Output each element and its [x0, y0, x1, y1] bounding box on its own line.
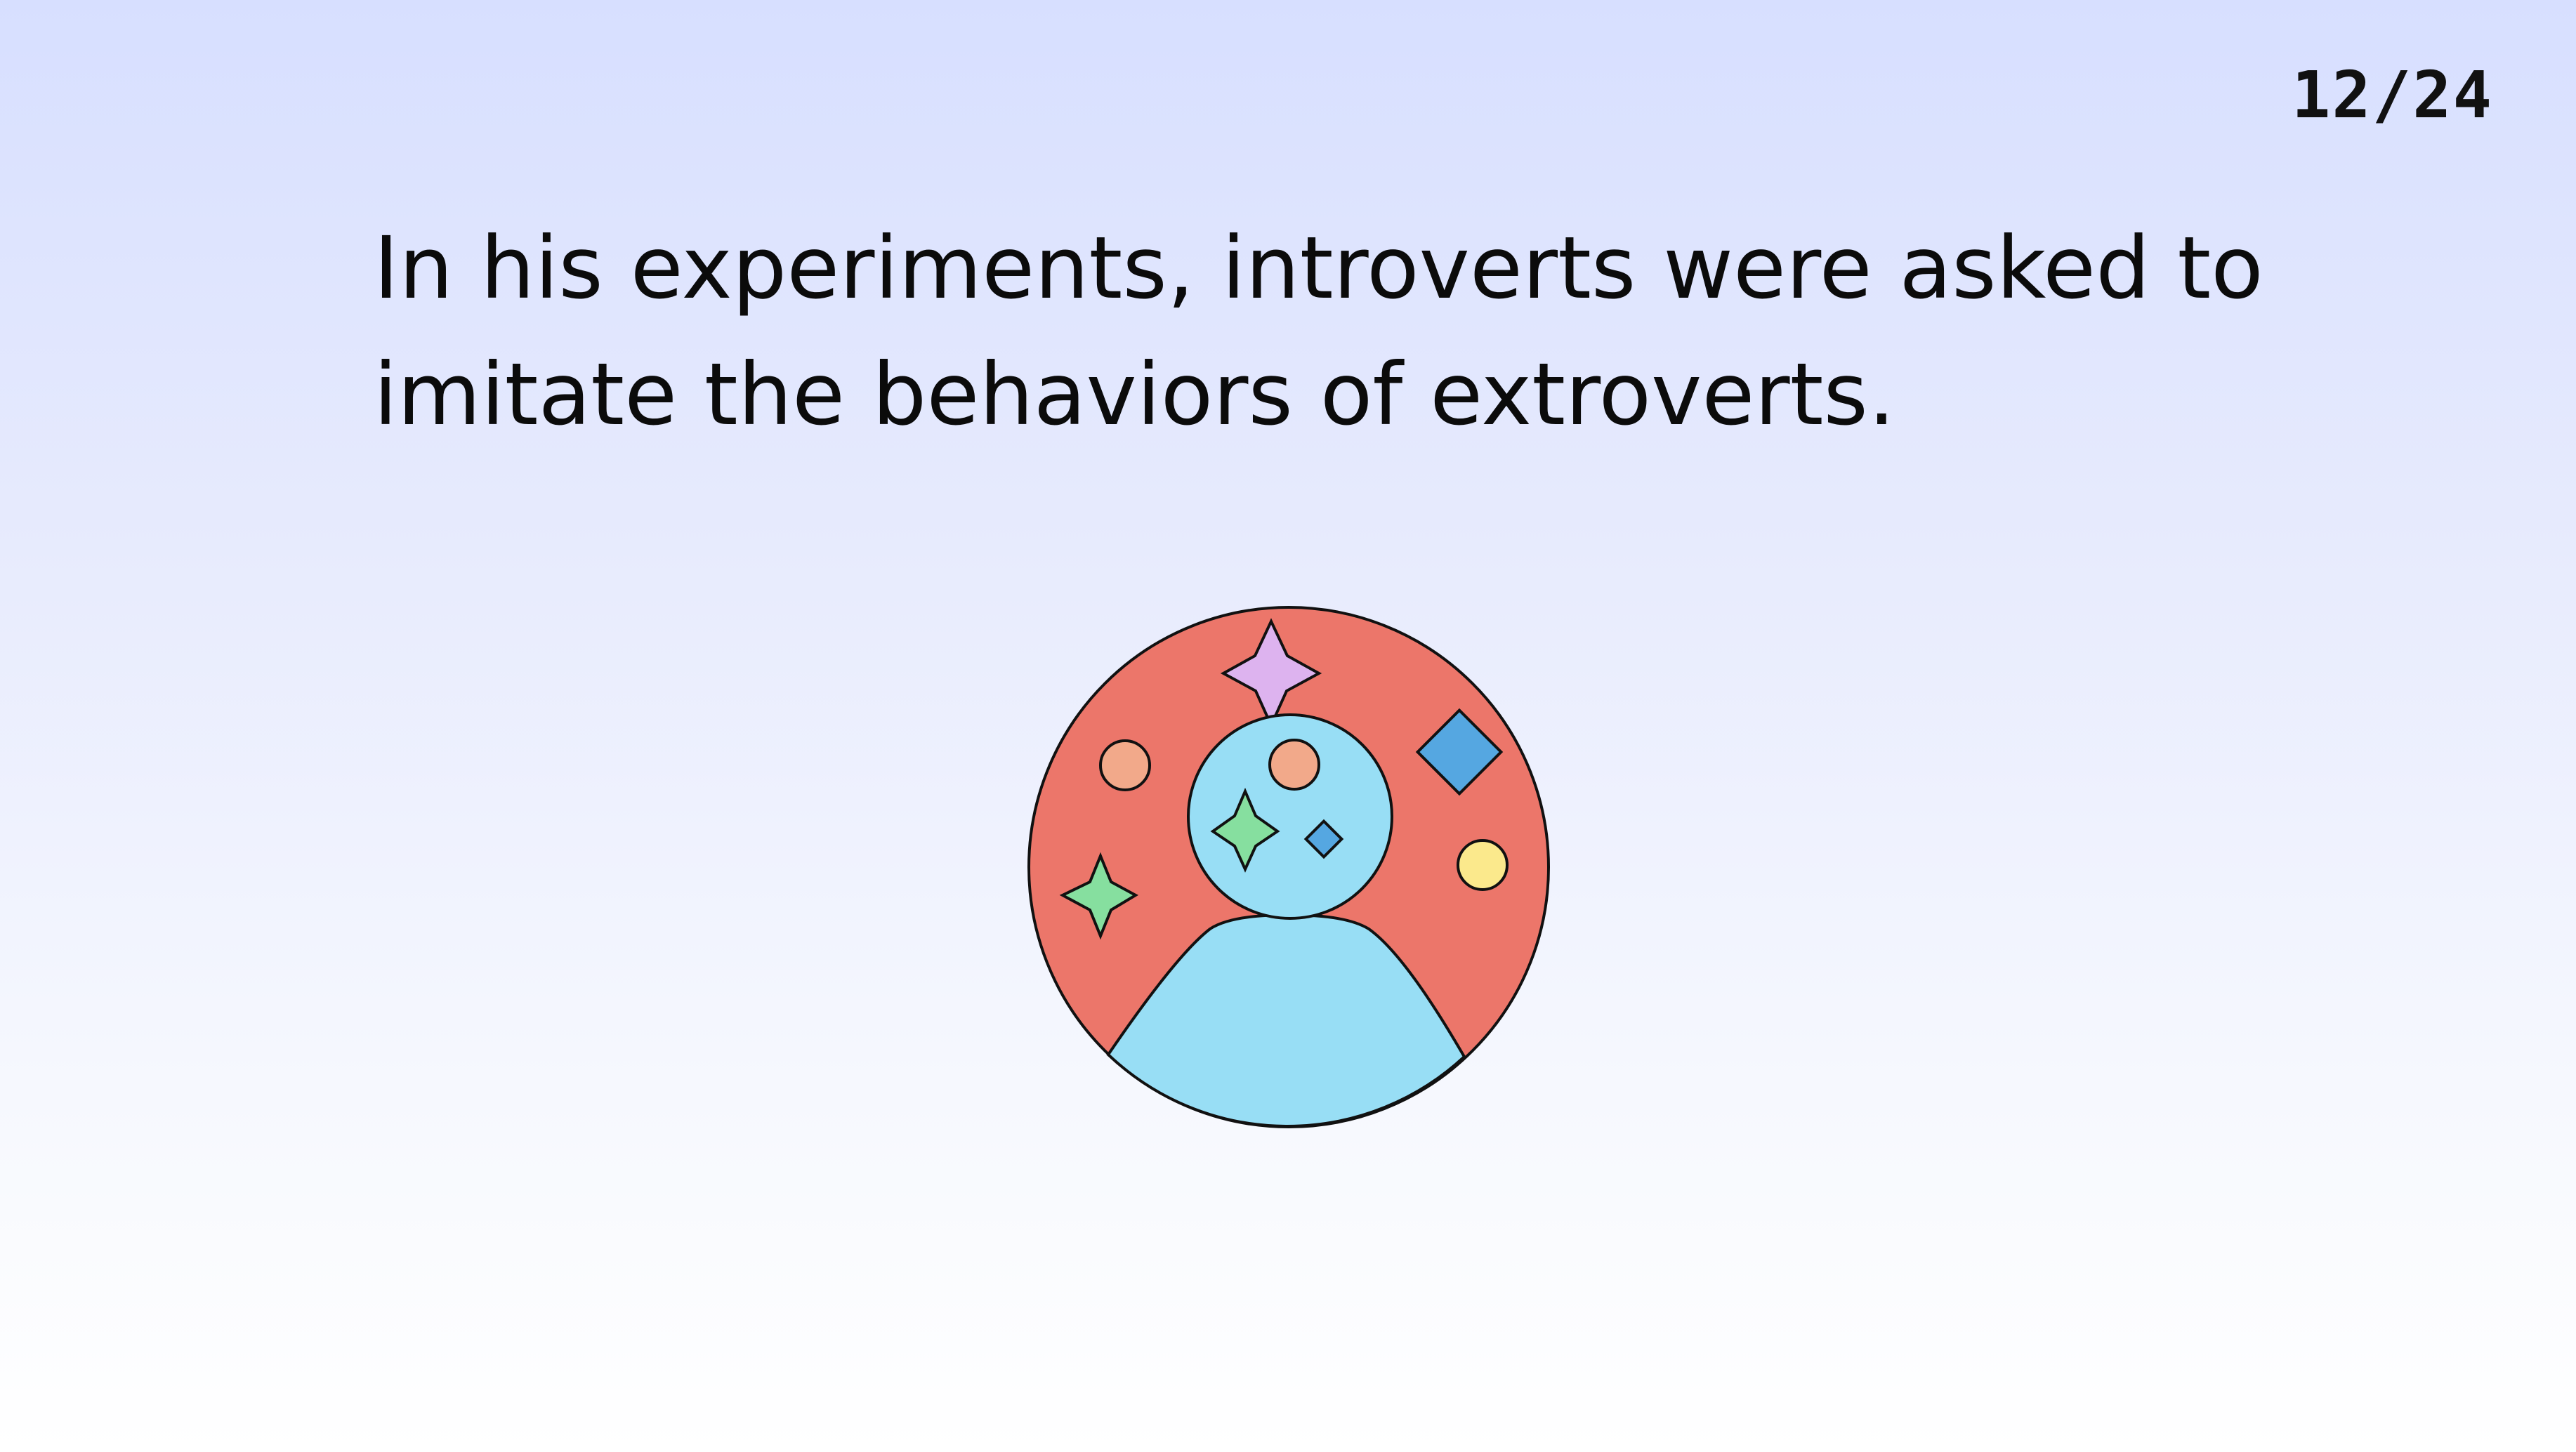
- peach-dot-left-icon: [1100, 741, 1150, 790]
- yellow-dot-icon: [1458, 840, 1507, 890]
- slide-counter: 12/24: [2292, 58, 2493, 133]
- peach-dot-icon: [1270, 740, 1319, 789]
- person-with-thoughts-icon: [1022, 600, 1556, 1134]
- slide-caption: In his experiments, introverts were asked to imitate the behaviors of extroverts.: [374, 218, 2263, 444]
